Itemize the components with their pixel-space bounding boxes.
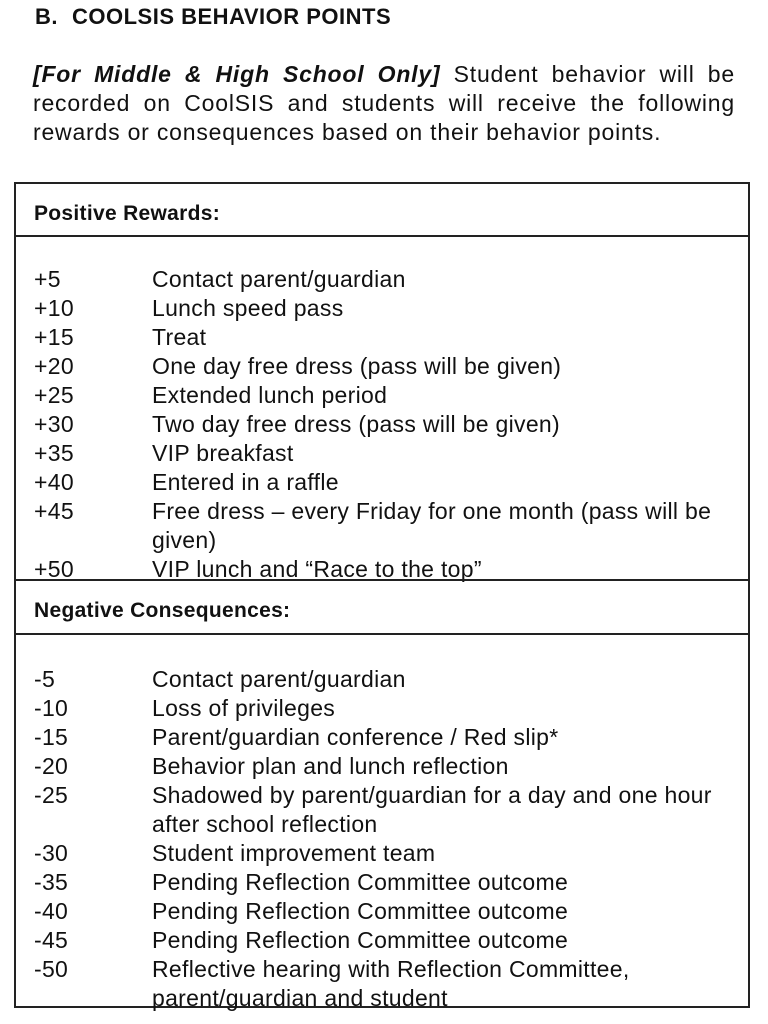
reward-description: Contact parent/guardian [152,266,406,292]
reward-description: Two day free dress (pass will be given) [152,411,560,437]
reward-description: Extended lunch period [152,382,388,408]
points-value: +30 [34,411,74,437]
list-item [34,926,746,955]
consequence-description: Behavior plan and lunch reflection [152,753,509,779]
list-item [34,694,746,723]
points-value: -10 [34,695,69,721]
list-item [34,868,746,897]
positive-rewards-list [34,265,746,584]
points-value: +15 [34,324,74,350]
reward-description: Entered in a raffle [152,469,339,495]
negative-consequences-heading: Negative Consequences: [34,599,291,622]
behavior-points-table [14,182,750,1011]
points-value: +35 [34,440,74,466]
list-item [34,410,746,439]
intro-paragraph [33,60,735,147]
list-item [34,752,746,781]
list-item [34,439,746,468]
points-value: -15 [34,724,69,750]
consequence-description: Pending Reflection Committee outcome [152,898,569,924]
list-item [34,839,746,868]
list-item [34,723,746,752]
points-value: +5 [34,266,61,292]
points-value: +20 [34,353,74,379]
list-item [34,497,746,555]
consequence-description: Pending Reflection Committee outcome [152,927,569,953]
points-value: -20 [34,753,69,779]
section-divider [16,579,748,581]
positive-rewards-heading: Positive Rewards: [34,202,220,225]
positive-heading-divider [16,235,748,237]
points-value: -50 [34,956,69,982]
section-heading [35,4,391,30]
list-item [34,323,746,352]
list-item [34,352,746,381]
points-value: +10 [34,295,74,321]
list-item [34,781,746,839]
consequence-description: Pending Reflection Committee outcome [152,869,569,895]
points-value: -25 [34,782,69,808]
points-value: -35 [34,869,69,895]
negative-consequences-list [34,665,746,1013]
points-value: +25 [34,382,74,408]
reward-description: Treat [152,324,207,350]
points-value: +40 [34,469,74,495]
points-value: -40 [34,898,69,924]
list-item [34,294,746,323]
consequence-description: Parent/guardian conference / Red slip* [152,724,559,750]
list-item [34,468,746,497]
negative-heading-divider [16,633,748,635]
points-value: +45 [34,498,74,524]
consequence-description: Loss of privileges [152,695,336,721]
list-item [34,265,746,294]
section-title: COOLSIS BEHAVIOR POINTS [72,4,392,29]
list-item [34,897,746,926]
consequence-description: Shadowed by parent/guardian for a day and one hour after school reflection [152,782,712,837]
list-item [34,955,746,1013]
reward-description: Free dress – every Friday for one month (pass will be given) [152,498,712,553]
list-item [34,665,746,694]
reward-description: Lunch speed pass [152,295,344,321]
consequence-description: Reflective hearing with Reflection Committee, parent/guardian and student [152,956,630,1011]
points-value: -30 [34,840,69,866]
consequence-description: Contact parent/guardian [152,666,406,692]
section-letter: B. [35,4,58,29]
points-value: -5 [34,666,56,692]
reward-description: VIP lunch and “Race to the top” [152,556,482,582]
reward-description: VIP breakfast [152,440,294,466]
reward-description: One day free dress (pass will be given) [152,353,562,379]
points-value: +50 [34,556,74,582]
intro-qualifier: [For Middle & High School Only] [33,61,441,87]
intro-text: Student behavior will be recorded on CoolSIS and students will receive the following rewards or consequences based on their behavior points. [33,61,735,145]
points-value: -45 [34,927,69,953]
consequence-description: Student improvement team [152,840,436,866]
list-item [34,381,746,410]
